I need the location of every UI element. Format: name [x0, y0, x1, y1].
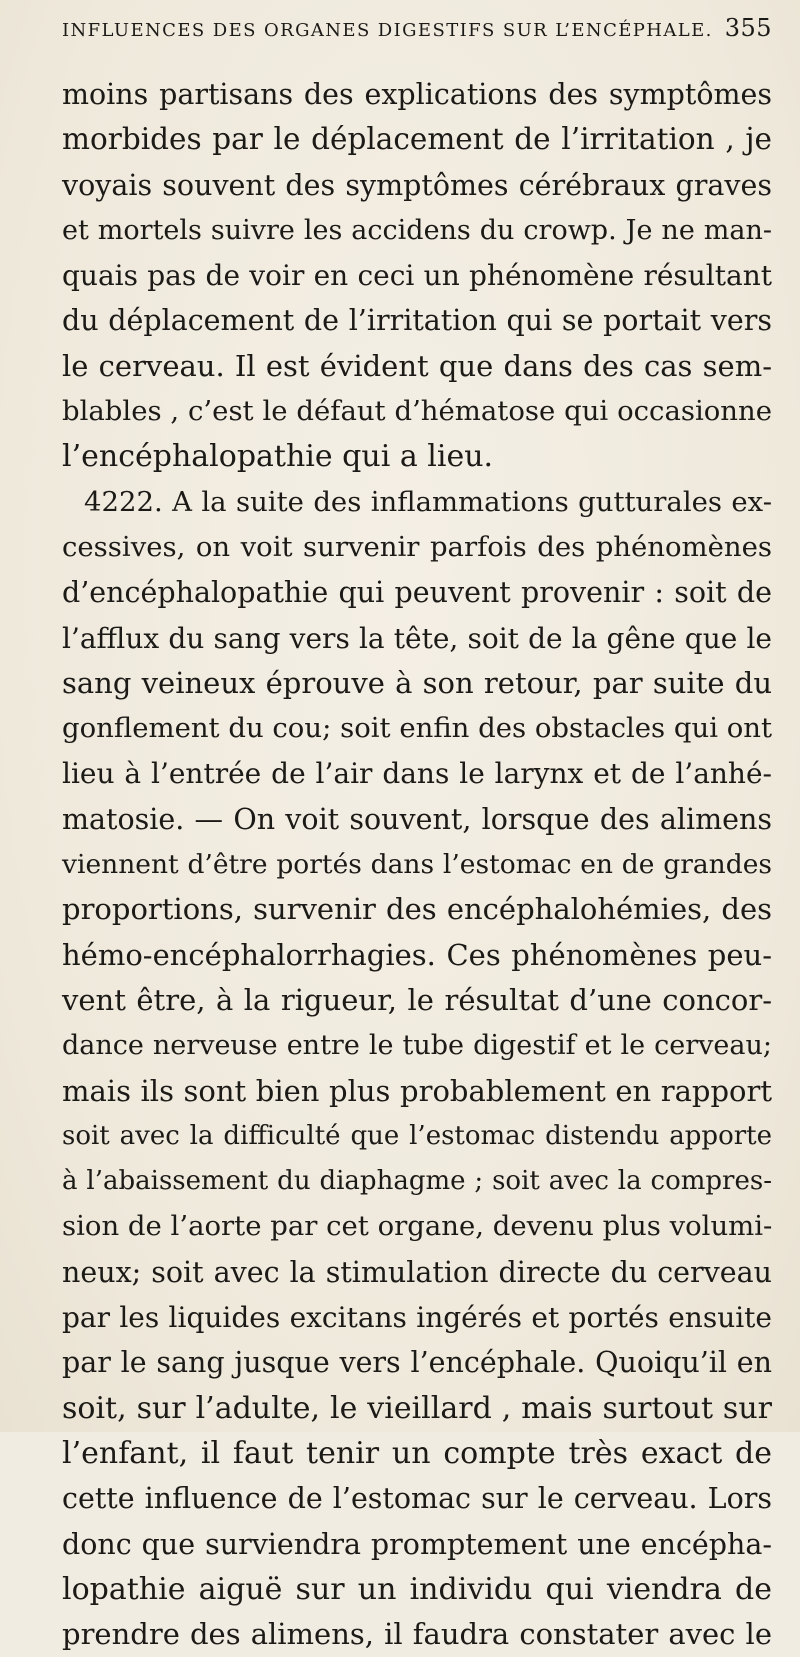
text-line: viennent d’être portés dans l’estomac en de grandes [62, 849, 772, 881]
paragraph-end-line: l’encéphalopathie qui a lieu. [62, 439, 494, 475]
text-line: lopathie aiguë sur un individu qui viendra de [62, 1571, 772, 1607]
text-line: sion de l’aorte par cet organe, devenu plus volumi- [62, 1210, 773, 1243]
text-line: par le sang jusque vers l’encéphale. Quoiqu’il en [62, 1346, 772, 1380]
text-line: donc que surviendra promptement une encépha- [62, 1527, 772, 1561]
running-title: INFLUENCES DES ORGANES DIGESTIFS SUR L’ENCÉPHALE. [62, 20, 713, 41]
text-line: cette influence de l’estomac sur le cerveau. Lors [62, 1482, 772, 1516]
text-line: prendre des alimens, il faudra constater avec le [62, 1617, 772, 1652]
text-line: vent être, à la rigueur, le résultat d’une concor- [62, 982, 772, 1017]
text-line: soit avec la difficulté que l’estomac distendu apporte [62, 1120, 772, 1151]
text-line: soit, sur l’adulte, le vieillard , mais surtout sur [62, 1390, 772, 1426]
text-line: cessives, on voit survenir parfois des phénomènes [62, 530, 772, 563]
text-line: gonflement du cou; soit enfin des obstacles qui ont [62, 712, 773, 745]
text-line: mais ils sont bien plus probablement en rapport [62, 1073, 772, 1108]
text-line: sang veineux éprouve à son retour, par suite du [62, 665, 772, 700]
text-line: dance nerveuse entre le tube digestif et le cerveau; [62, 1030, 772, 1062]
text-line: l’afflux du sang vers la tête, soit de la gêne que le [62, 621, 772, 655]
body-text [62, 72, 772, 1657]
text-line: hémo-encéphalorrhagies. Ces phénomènes peu- [62, 937, 772, 972]
page-number: 355 [724, 14, 772, 42]
text-line: voyais souvent des symptômes cérébraux graves [62, 168, 772, 202]
text-line: et mortels suivre les accidens du crowp. Je ne man- [62, 214, 772, 246]
text-line: morbides par le déplacement de l’irritation , je [62, 122, 772, 157]
text-line: neux; soit avec la stimulation directe du cerveau [62, 1255, 772, 1289]
running-head [62, 14, 772, 42]
text-line: quais pas de voir en ceci un phénomène résultant [62, 259, 772, 293]
text-line: moins partisans des explications des symptômes [62, 78, 772, 111]
text-line: par les liquides excitans ingérés et portés ensuite [62, 1301, 772, 1335]
text-line: proportions, survenir des encéphalohémies, des [62, 892, 772, 927]
text-line: le cerveau. Il est évident que dans des cas sem- [62, 348, 772, 383]
text-line: lieu à l’entrée de l’air dans le larynx et de l’anhé- [62, 757, 772, 791]
paragraph-start-line: 4222. A la suite des inflammations gutturales ex- [84, 485, 772, 518]
text-line: à l’abaissement du diaphagme ; soit avec la compres- [62, 1166, 772, 1197]
text-line: blables , c’est le défaut d’hématose qui occasionne [62, 395, 772, 428]
text-line: matosie. — On voit souvent, lorsque des alimens [62, 802, 772, 836]
text-line: l’enfant, il faut tenir un compte très exact de [62, 1435, 772, 1471]
text-line: du déplacement de l’irritation qui se portait vers [62, 304, 772, 338]
text-line: d’encéphalopathie qui peuvent provenir : soit de [62, 576, 772, 610]
